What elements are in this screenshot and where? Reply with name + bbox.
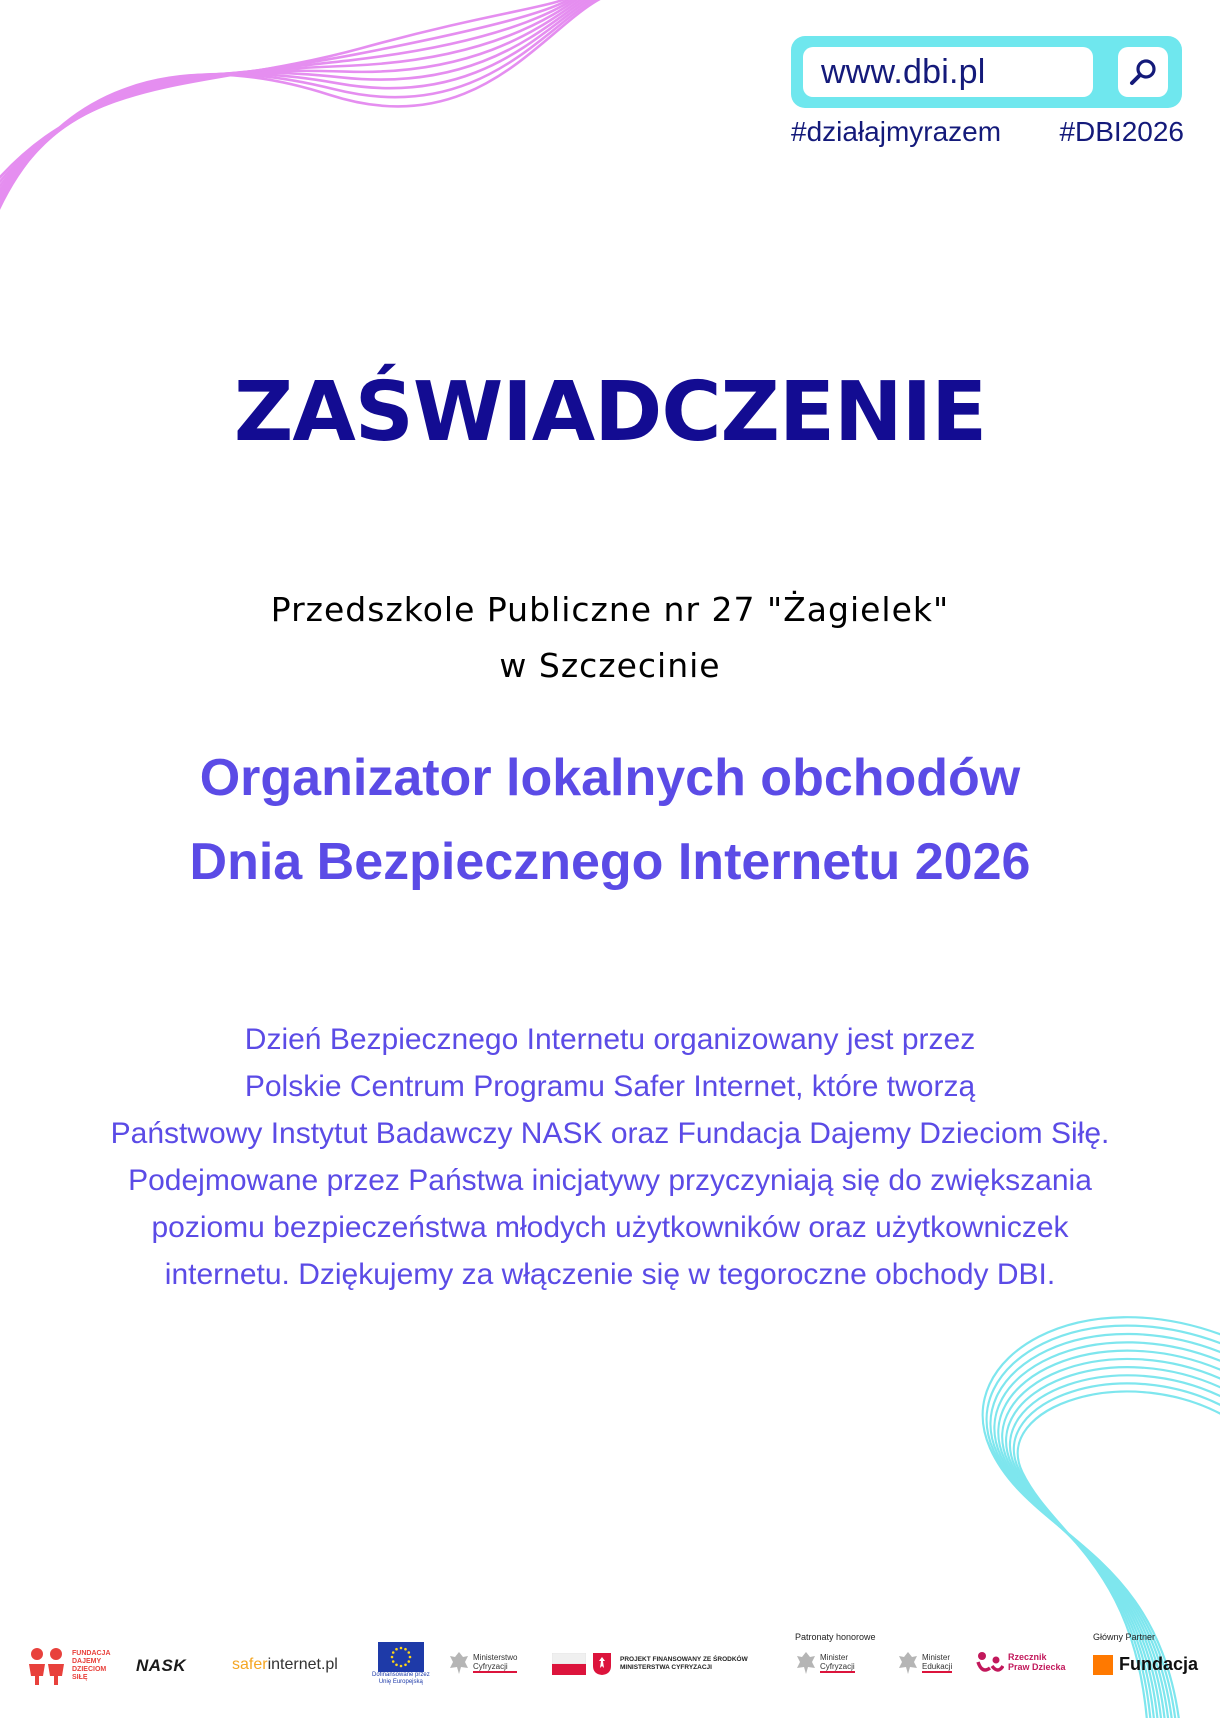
eu-star [395,1663,398,1666]
rpd-text: Praw Dziecka [1008,1662,1066,1672]
role-line-2: Dnia Bezpiecznego Internetu 2026 [189,833,1031,891]
orange-foundation-text: Fundacja [1119,1654,1199,1674]
main-partner-label: Główny Partner [1093,1632,1156,1642]
eu-star [407,1651,410,1654]
description-line: poziomu bezpieczeństwa młodych użytkowników oraz użytkowniczek [151,1211,1069,1244]
eu-star [400,1647,403,1650]
minister-text: Minister [922,1653,951,1662]
saferinternet-logo [232,1656,338,1674]
eu-star [400,1665,403,1668]
minister-digital-patron-logo [795,1650,855,1676]
hashtag-dzialajmyrazem: #działajmyrazem [791,116,1002,147]
description-line: Państwowy Instytut Badawczy NASK oraz Fundacja Dajemy Dzieciom Siłę. [110,1117,1110,1150]
eu-star [392,1660,395,1663]
description-line: Dzień Bezpiecznego Internetu organizowany jest przez [244,1023,976,1056]
project-text: MINISTERSTWA CYFRYZACJI [620,1664,712,1671]
honorary-patronage-label: Patronaty honorowe [795,1632,876,1642]
eu-caption: Dofinansowane przez [372,1672,430,1678]
orange-square-icon [1093,1655,1113,1675]
fdds-text: DZIECIOM [72,1666,107,1673]
eu-caption: Unię Europejską [378,1679,423,1685]
minister-text: Minister [820,1653,849,1662]
fdds-logo [26,1646,111,1686]
role-heading [0,736,1220,904]
description-line: Podejmowane przez Państwa inicjatywy przyczyniają się do zwiększania [128,1164,1092,1197]
rpd-text: Rzecznik [1008,1652,1047,1662]
ministry-digital-logo [448,1650,517,1676]
eu-star [407,1660,410,1663]
search-input[interactable]: www.dbi.pl [803,47,1093,97]
children-icon [26,1646,68,1686]
rpd-logo [976,1650,1066,1674]
fdds-text: FUNDACJA [72,1650,111,1657]
project-text: PROJEKT FINANSOWANY ZE ŚRODKÓW [620,1656,748,1663]
minister-text: Edukacji [922,1662,953,1671]
hashtag-dbi2026: #DBI2026 [1059,116,1184,147]
partner-logos-footer [0,1620,1220,1718]
pink-wave-line [0,0,583,199]
organization-name [0,582,1220,694]
eu-star [392,1651,395,1654]
minister-text: Cyfryzacji [820,1662,855,1671]
rpd-figures-icon [976,1650,1004,1674]
eagle-emblem-icon [448,1650,470,1676]
saferinternet-logo-part1: safer [232,1656,268,1673]
description-line: Polskie Centrum Programu Safer Internet, które tworzą [244,1070,976,1103]
eagle-emblem-icon [795,1650,817,1676]
pink-wave-line [0,0,575,194]
eagle-emblem-icon [897,1650,919,1676]
eu-flag-icon [378,1642,424,1672]
coat-of-arms-icon [592,1652,612,1676]
eu-star [391,1656,394,1659]
eu-funding-logo [372,1642,430,1686]
organization-line-2: w Szczecinie [499,646,721,685]
certificate-title: ZAŚWIADCZENIE [233,365,987,460]
eu-star [404,1648,407,1651]
project-funding-logo [552,1652,748,1676]
organization-line-1: Przedszkole Publiczne nr 27 "Żagielek" [270,590,950,629]
minister-education-logo [897,1650,952,1676]
hashtags [791,116,1184,148]
orange-foundation-logo [1093,1654,1198,1675]
eu-star [395,1648,398,1651]
website-search-bar [791,36,1182,108]
pink-wave-decoration [0,0,660,240]
description-paragraph [0,1016,1220,1298]
role-line-1: Organizator lokalnych obchodów [199,749,1021,807]
nask-logo: NASK [136,1656,187,1675]
search-button[interactable] [1118,47,1168,97]
fdds-text: DAJEMY [72,1658,102,1665]
eu-star [409,1656,412,1659]
polish-flag-icon [552,1653,586,1675]
eu-star [404,1663,407,1666]
fdds-text: SIŁĘ [72,1674,88,1681]
search-icon [1127,56,1159,88]
saferinternet-logo-part2: internet.pl [267,1656,338,1673]
description-line: internetu. Dziękujemy za włączenie się w tegoroczne obchody DBI. [164,1258,1056,1291]
ministry-text: Ministerstwo [473,1653,518,1662]
ministry-text: Cyfryzacji [473,1662,508,1671]
